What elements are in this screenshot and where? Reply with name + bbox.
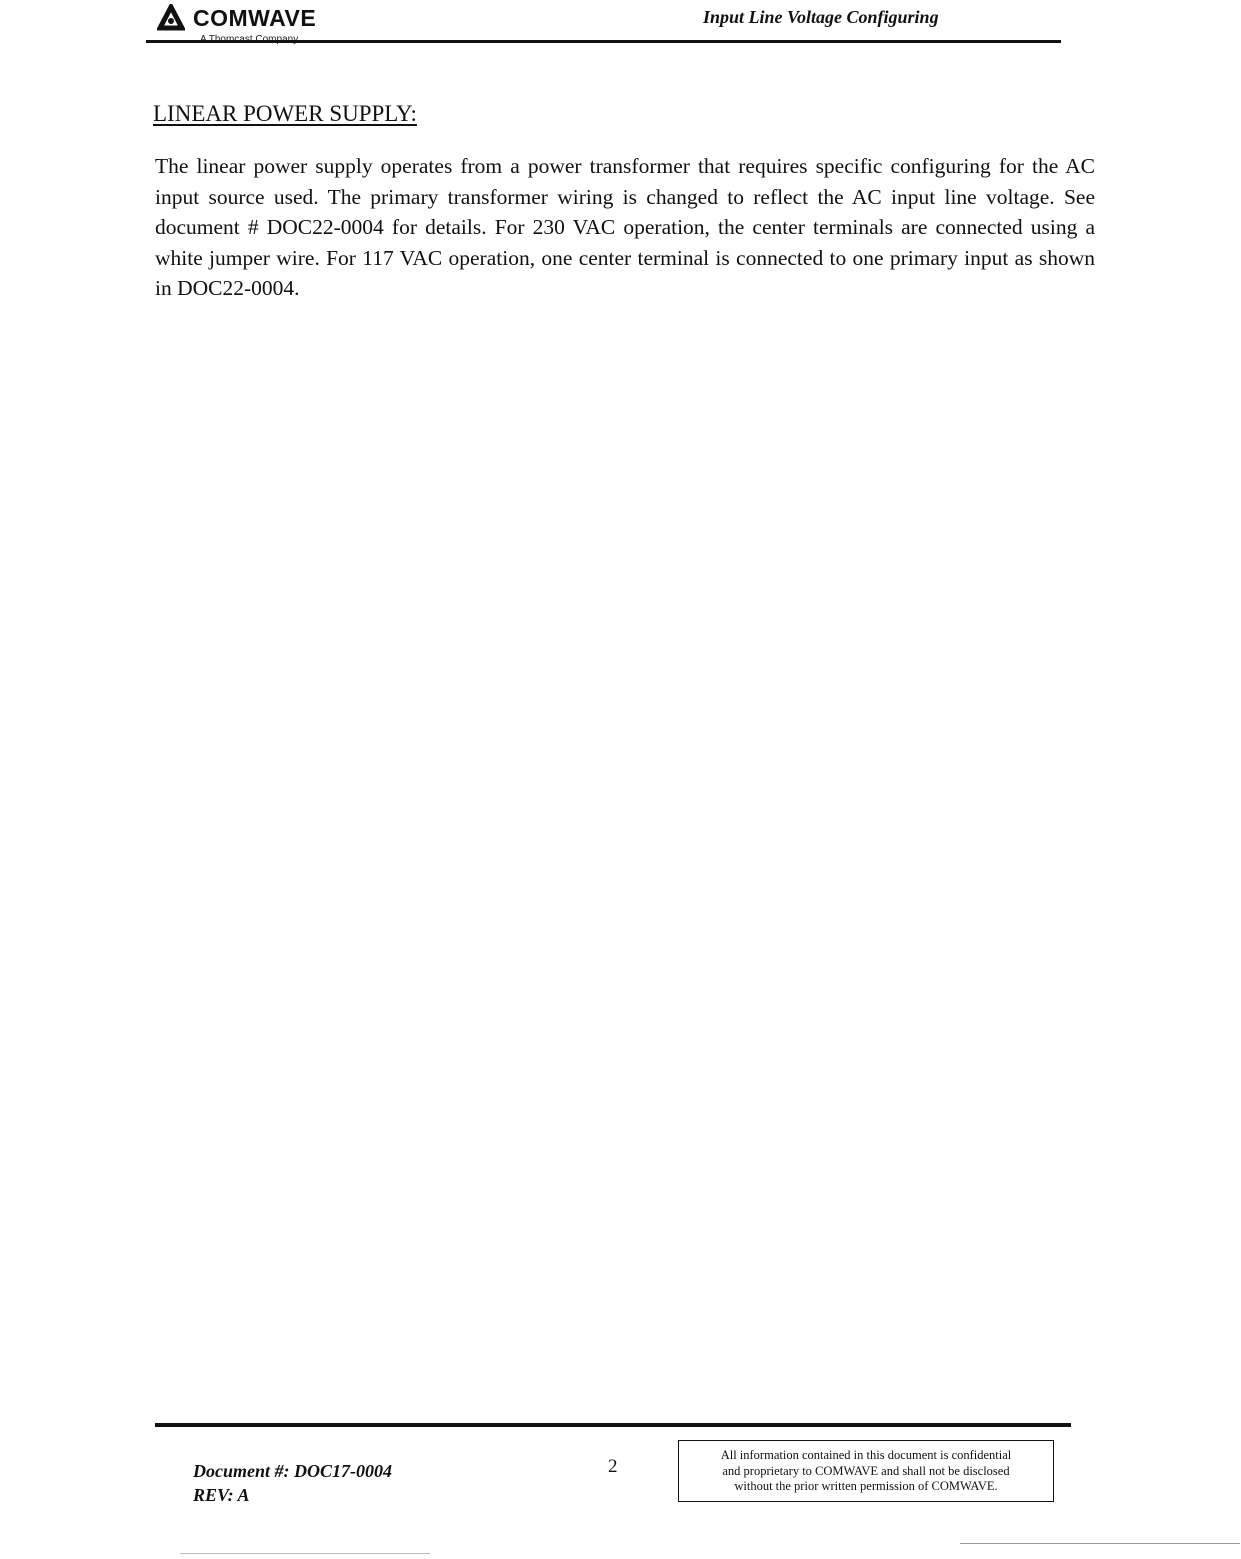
body-paragraph: The linear power supply operates from a power transformer that requires specific configuring for the AC input source used. The primary transformer wiring is changed to reflect the AC input line voltage. See document # DOC22-0004 for details. For 230 VAC operation, the center terminals are connected using a white jumper wire. For 117 VAC operation, one center terminal is connected to one primary input as shown in DOC22-0004. (155, 154, 1095, 300)
company-logo (157, 4, 316, 32)
page-number: 2 (608, 1456, 618, 1477)
document-info (193, 1459, 392, 1507)
confidentiality-notice (678, 1440, 1054, 1502)
confidential-line: and proprietary to COMWAVE and shall not be disclosed (722, 1463, 1010, 1478)
page-title: Input Line Voltage Configuring (703, 7, 939, 27)
comwave-triangle-logo-icon (157, 4, 185, 32)
document-number: Document #: DOC17-0004 (193, 1461, 392, 1481)
confidential-line: All information contained in this document is confidential (720, 1448, 1012, 1462)
company-name: COMWAVE (193, 4, 317, 31)
footer-divider (155, 1423, 1071, 1427)
scan-artifact (180, 1553, 430, 1554)
confidential-line: without the prior written permission of COMWAVE. (734, 1479, 998, 1493)
revision-label: REV: A (193, 1485, 250, 1505)
scan-artifact (960, 1543, 1240, 1544)
section-heading: LINEAR POWER SUPPLY: (153, 101, 417, 126)
header-divider (146, 40, 1061, 43)
